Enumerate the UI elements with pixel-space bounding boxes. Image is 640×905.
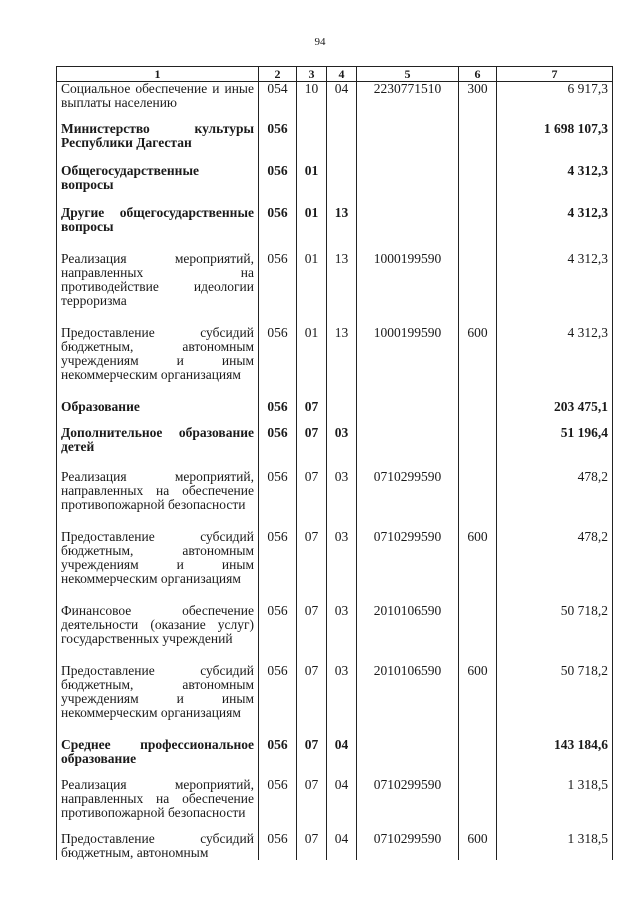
table-row <box>57 738 613 766</box>
spacer-cell <box>357 110 459 122</box>
row-target-article: 2010106590 <box>357 664 459 720</box>
spacer-cell <box>459 382 497 400</box>
row-spacer <box>57 720 613 738</box>
header-col-3: 3 <box>297 67 327 82</box>
row-target-article: 1000199590 <box>357 252 459 308</box>
row-name: Министерство культуры Республики Дагестан <box>57 122 259 150</box>
row-spacer <box>57 512 613 530</box>
row-amount: 6 917,3 <box>497 82 613 111</box>
spacer-cell <box>459 414 497 426</box>
row-amount: 50 718,2 <box>497 604 613 646</box>
row-amount: 51 196,4 <box>497 426 613 454</box>
spacer-cell <box>297 308 327 326</box>
header-col-4: 4 <box>327 67 357 82</box>
spacer-cell <box>297 512 327 530</box>
spacer-cell <box>327 720 357 738</box>
spacer-cell <box>259 150 297 164</box>
row-name: Реализация мероприятий, направленных на обеспечение противопожарной безопасности <box>57 470 259 512</box>
row-name: Среднее профессиональное образование <box>57 738 259 766</box>
row-expense-type: 600 <box>459 530 497 586</box>
spacer-cell <box>259 234 297 252</box>
spacer-cell <box>459 512 497 530</box>
row-amount: 203 475,1 <box>497 400 613 414</box>
table-row <box>57 604 613 646</box>
row-section-code: 07 <box>297 778 327 820</box>
spacer-cell <box>497 586 613 604</box>
row-subsection-code: 03 <box>327 664 357 720</box>
table-header-row <box>57 67 613 82</box>
spacer-cell <box>57 646 259 664</box>
spacer-cell <box>357 414 459 426</box>
spacer-cell <box>57 192 259 206</box>
row-expense-type: 600 <box>459 832 497 860</box>
row-ved-code: 056 <box>259 164 297 192</box>
spacer-cell <box>497 512 613 530</box>
row-ved-code: 056 <box>259 326 297 382</box>
spacer-cell <box>259 646 297 664</box>
spacer-cell <box>259 454 297 470</box>
row-expense-type <box>459 778 497 820</box>
row-amount: 1 318,5 <box>497 832 613 860</box>
spacer-cell <box>459 192 497 206</box>
header-col-6: 6 <box>459 67 497 82</box>
spacer-cell <box>497 454 613 470</box>
row-target-article: 0710299590 <box>357 470 459 512</box>
row-subsection-code <box>327 164 357 192</box>
spacer-cell <box>327 192 357 206</box>
spacer-cell <box>357 454 459 470</box>
table-row <box>57 326 613 382</box>
row-section-code: 01 <box>297 164 327 192</box>
spacer-cell <box>327 454 357 470</box>
row-section-code: 07 <box>297 470 327 512</box>
spacer-cell <box>327 110 357 122</box>
spacer-cell <box>259 512 297 530</box>
table-row <box>57 122 613 150</box>
table-row <box>57 426 613 454</box>
table-row <box>57 470 613 512</box>
row-spacer <box>57 308 613 326</box>
row-amount: 4 312,3 <box>497 252 613 308</box>
row-section-code <box>297 122 327 150</box>
spacer-cell <box>357 720 459 738</box>
spacer-cell <box>357 382 459 400</box>
spacer-cell <box>357 150 459 164</box>
row-expense-type <box>459 470 497 512</box>
row-subsection-code: 03 <box>327 470 357 512</box>
spacer-cell <box>259 192 297 206</box>
spacer-cell <box>297 382 327 400</box>
spacer-cell <box>57 720 259 738</box>
table-row <box>57 82 613 111</box>
table-body <box>57 82 613 861</box>
row-subsection-code <box>327 122 357 150</box>
spacer-cell <box>57 454 259 470</box>
spacer-cell <box>297 454 327 470</box>
row-ved-code: 056 <box>259 832 297 860</box>
row-section-code: 07 <box>297 604 327 646</box>
table-row <box>57 530 613 586</box>
row-target-article <box>357 426 459 454</box>
row-amount: 478,2 <box>497 470 613 512</box>
row-target-article: 1000199590 <box>357 326 459 382</box>
row-expense-type <box>459 122 497 150</box>
row-target-article <box>357 122 459 150</box>
spacer-cell <box>459 720 497 738</box>
table-row <box>57 164 613 192</box>
row-ved-code: 056 <box>259 122 297 150</box>
row-subsection-code: 13 <box>327 326 357 382</box>
spacer-cell <box>297 234 327 252</box>
row-expense-type <box>459 206 497 234</box>
row-expense-type: 600 <box>459 326 497 382</box>
row-amount: 4 312,3 <box>497 206 613 234</box>
row-name: Предоставление субсидий бюджетным, автономным учреждениям и иным некоммерческим организациям <box>57 664 259 720</box>
row-ved-code: 056 <box>259 604 297 646</box>
table-row <box>57 206 613 234</box>
row-expense-type: 300 <box>459 82 497 111</box>
spacer-cell <box>357 308 459 326</box>
row-target-article <box>357 164 459 192</box>
page-number: 94 <box>314 36 326 48</box>
spacer-cell <box>459 454 497 470</box>
spacer-cell <box>327 150 357 164</box>
spacer-cell <box>297 646 327 664</box>
spacer-cell <box>297 586 327 604</box>
spacer-cell <box>459 766 497 778</box>
spacer-cell <box>497 192 613 206</box>
row-expense-type <box>459 400 497 414</box>
row-name: Дополнительное образование детей <box>57 426 259 454</box>
table-row <box>57 832 613 860</box>
spacer-cell <box>297 720 327 738</box>
header-col-2: 2 <box>259 67 297 82</box>
table-row <box>57 778 613 820</box>
row-amount: 50 718,2 <box>497 664 613 720</box>
row-expense-type <box>459 604 497 646</box>
row-section-code: 07 <box>297 738 327 766</box>
row-target-article: 2010106590 <box>357 604 459 646</box>
spacer-cell <box>459 646 497 664</box>
row-target-article <box>357 400 459 414</box>
spacer-cell <box>327 382 357 400</box>
spacer-cell <box>297 110 327 122</box>
spacer-cell <box>357 586 459 604</box>
row-target-article <box>357 738 459 766</box>
row-amount: 143 184,6 <box>497 738 613 766</box>
spacer-cell <box>327 512 357 530</box>
row-name: Другие общегосударственные вопросы <box>57 206 259 234</box>
row-target-article <box>357 206 459 234</box>
row-name: Общегосударственные вопросы <box>57 164 259 192</box>
row-subsection-code: 04 <box>327 738 357 766</box>
row-target-article: 0710299590 <box>357 530 459 586</box>
row-name: Образование <box>57 400 259 414</box>
row-expense-type <box>459 252 497 308</box>
row-expense-type <box>459 164 497 192</box>
row-section-code: 01 <box>297 326 327 382</box>
spacer-cell <box>57 150 259 164</box>
row-ved-code: 056 <box>259 778 297 820</box>
spacer-cell <box>497 646 613 664</box>
row-spacer <box>57 150 613 164</box>
row-expense-type <box>459 426 497 454</box>
row-target-article: 0710299590 <box>357 778 459 820</box>
row-subsection-code: 04 <box>327 778 357 820</box>
spacer-cell <box>259 720 297 738</box>
spacer-cell <box>357 512 459 530</box>
spacer-cell <box>459 110 497 122</box>
row-section-code: 07 <box>297 400 327 414</box>
row-target-article: 0710299590 <box>357 832 459 860</box>
spacer-cell <box>497 308 613 326</box>
spacer-cell <box>297 192 327 206</box>
row-ved-code: 056 <box>259 426 297 454</box>
table-row <box>57 252 613 308</box>
row-section-code: 07 <box>297 530 327 586</box>
row-section-code: 01 <box>297 206 327 234</box>
row-section-code: 07 <box>297 664 327 720</box>
spacer-cell <box>497 234 613 252</box>
row-subsection-code: 13 <box>327 206 357 234</box>
spacer-cell <box>497 720 613 738</box>
row-subsection-code: 03 <box>327 530 357 586</box>
row-target-article: 2230771510 <box>357 82 459 111</box>
spacer-cell <box>327 308 357 326</box>
budget-table <box>56 66 613 860</box>
row-name: Предоставление субсидий бюджетным, автономным учреждениям и иным некоммерческим организациям <box>57 530 259 586</box>
spacer-cell <box>57 308 259 326</box>
row-spacer <box>57 586 613 604</box>
spacer-cell <box>459 150 497 164</box>
row-spacer <box>57 646 613 664</box>
row-subsection-code: 13 <box>327 252 357 308</box>
row-ved-code: 056 <box>259 252 297 308</box>
spacer-cell <box>327 586 357 604</box>
row-amount: 4 312,3 <box>497 326 613 382</box>
spacer-cell <box>57 512 259 530</box>
row-ved-code: 056 <box>259 206 297 234</box>
row-spacer <box>57 192 613 206</box>
row-ved-code: 056 <box>259 530 297 586</box>
spacer-cell <box>357 234 459 252</box>
spacer-cell <box>57 234 259 252</box>
row-amount: 4 312,3 <box>497 164 613 192</box>
spacer-cell <box>497 150 613 164</box>
row-amount: 1 318,5 <box>497 778 613 820</box>
spacer-cell <box>327 234 357 252</box>
row-name: Социальное обеспечение и иные выплаты населению <box>57 82 259 111</box>
row-ved-code: 056 <box>259 664 297 720</box>
row-amount: 1 698 107,3 <box>497 122 613 150</box>
spacer-cell <box>357 192 459 206</box>
row-spacer <box>57 454 613 470</box>
row-subsection-code: 04 <box>327 82 357 111</box>
spacer-cell <box>259 308 297 326</box>
row-section-code: 07 <box>297 426 327 454</box>
header-col-1: 1 <box>57 67 259 82</box>
spacer-cell <box>259 382 297 400</box>
row-subsection-code: 03 <box>327 426 357 454</box>
row-section-code: 10 <box>297 82 327 111</box>
row-name: Реализация мероприятий, направленных на противодействие идеологии терроризма <box>57 252 259 308</box>
spacer-cell <box>459 586 497 604</box>
row-spacer <box>57 382 613 400</box>
header-col-5: 5 <box>357 67 459 82</box>
row-ved-code: 056 <box>259 738 297 766</box>
spacer-cell <box>459 234 497 252</box>
spacer-cell <box>259 586 297 604</box>
row-ved-code: 056 <box>259 470 297 512</box>
spacer-cell <box>327 646 357 664</box>
header-col-7: 7 <box>497 67 613 82</box>
row-ved-code: 056 <box>259 400 297 414</box>
row-name: Реализация мероприятий, направленных на обеспечение противопожарной безопасности <box>57 778 259 820</box>
row-name: Предоставление субсидий бюджетным, автономным <box>57 832 259 860</box>
row-amount: 478,2 <box>497 530 613 586</box>
spacer-cell <box>357 646 459 664</box>
table-row <box>57 400 613 414</box>
row-section-code: 01 <box>297 252 327 308</box>
spacer-cell <box>57 586 259 604</box>
spacer-cell <box>57 382 259 400</box>
row-subsection-code: 04 <box>327 832 357 860</box>
row-expense-type: 600 <box>459 664 497 720</box>
spacer-cell <box>297 150 327 164</box>
row-subsection-code: 03 <box>327 604 357 646</box>
row-subsection-code <box>327 400 357 414</box>
row-name: Финансовое обеспечение деятельности (оказание услуг) государственных учреждений <box>57 604 259 646</box>
row-section-code: 07 <box>297 832 327 860</box>
spacer-cell <box>497 382 613 400</box>
table-row <box>57 664 613 720</box>
row-name: Предоставление субсидий бюджетным, автономным учреждениям и иным некоммерческим организациям <box>57 326 259 382</box>
row-ved-code: 054 <box>259 82 297 111</box>
row-expense-type <box>459 738 497 766</box>
row-spacer <box>57 234 613 252</box>
spacer-cell <box>459 308 497 326</box>
